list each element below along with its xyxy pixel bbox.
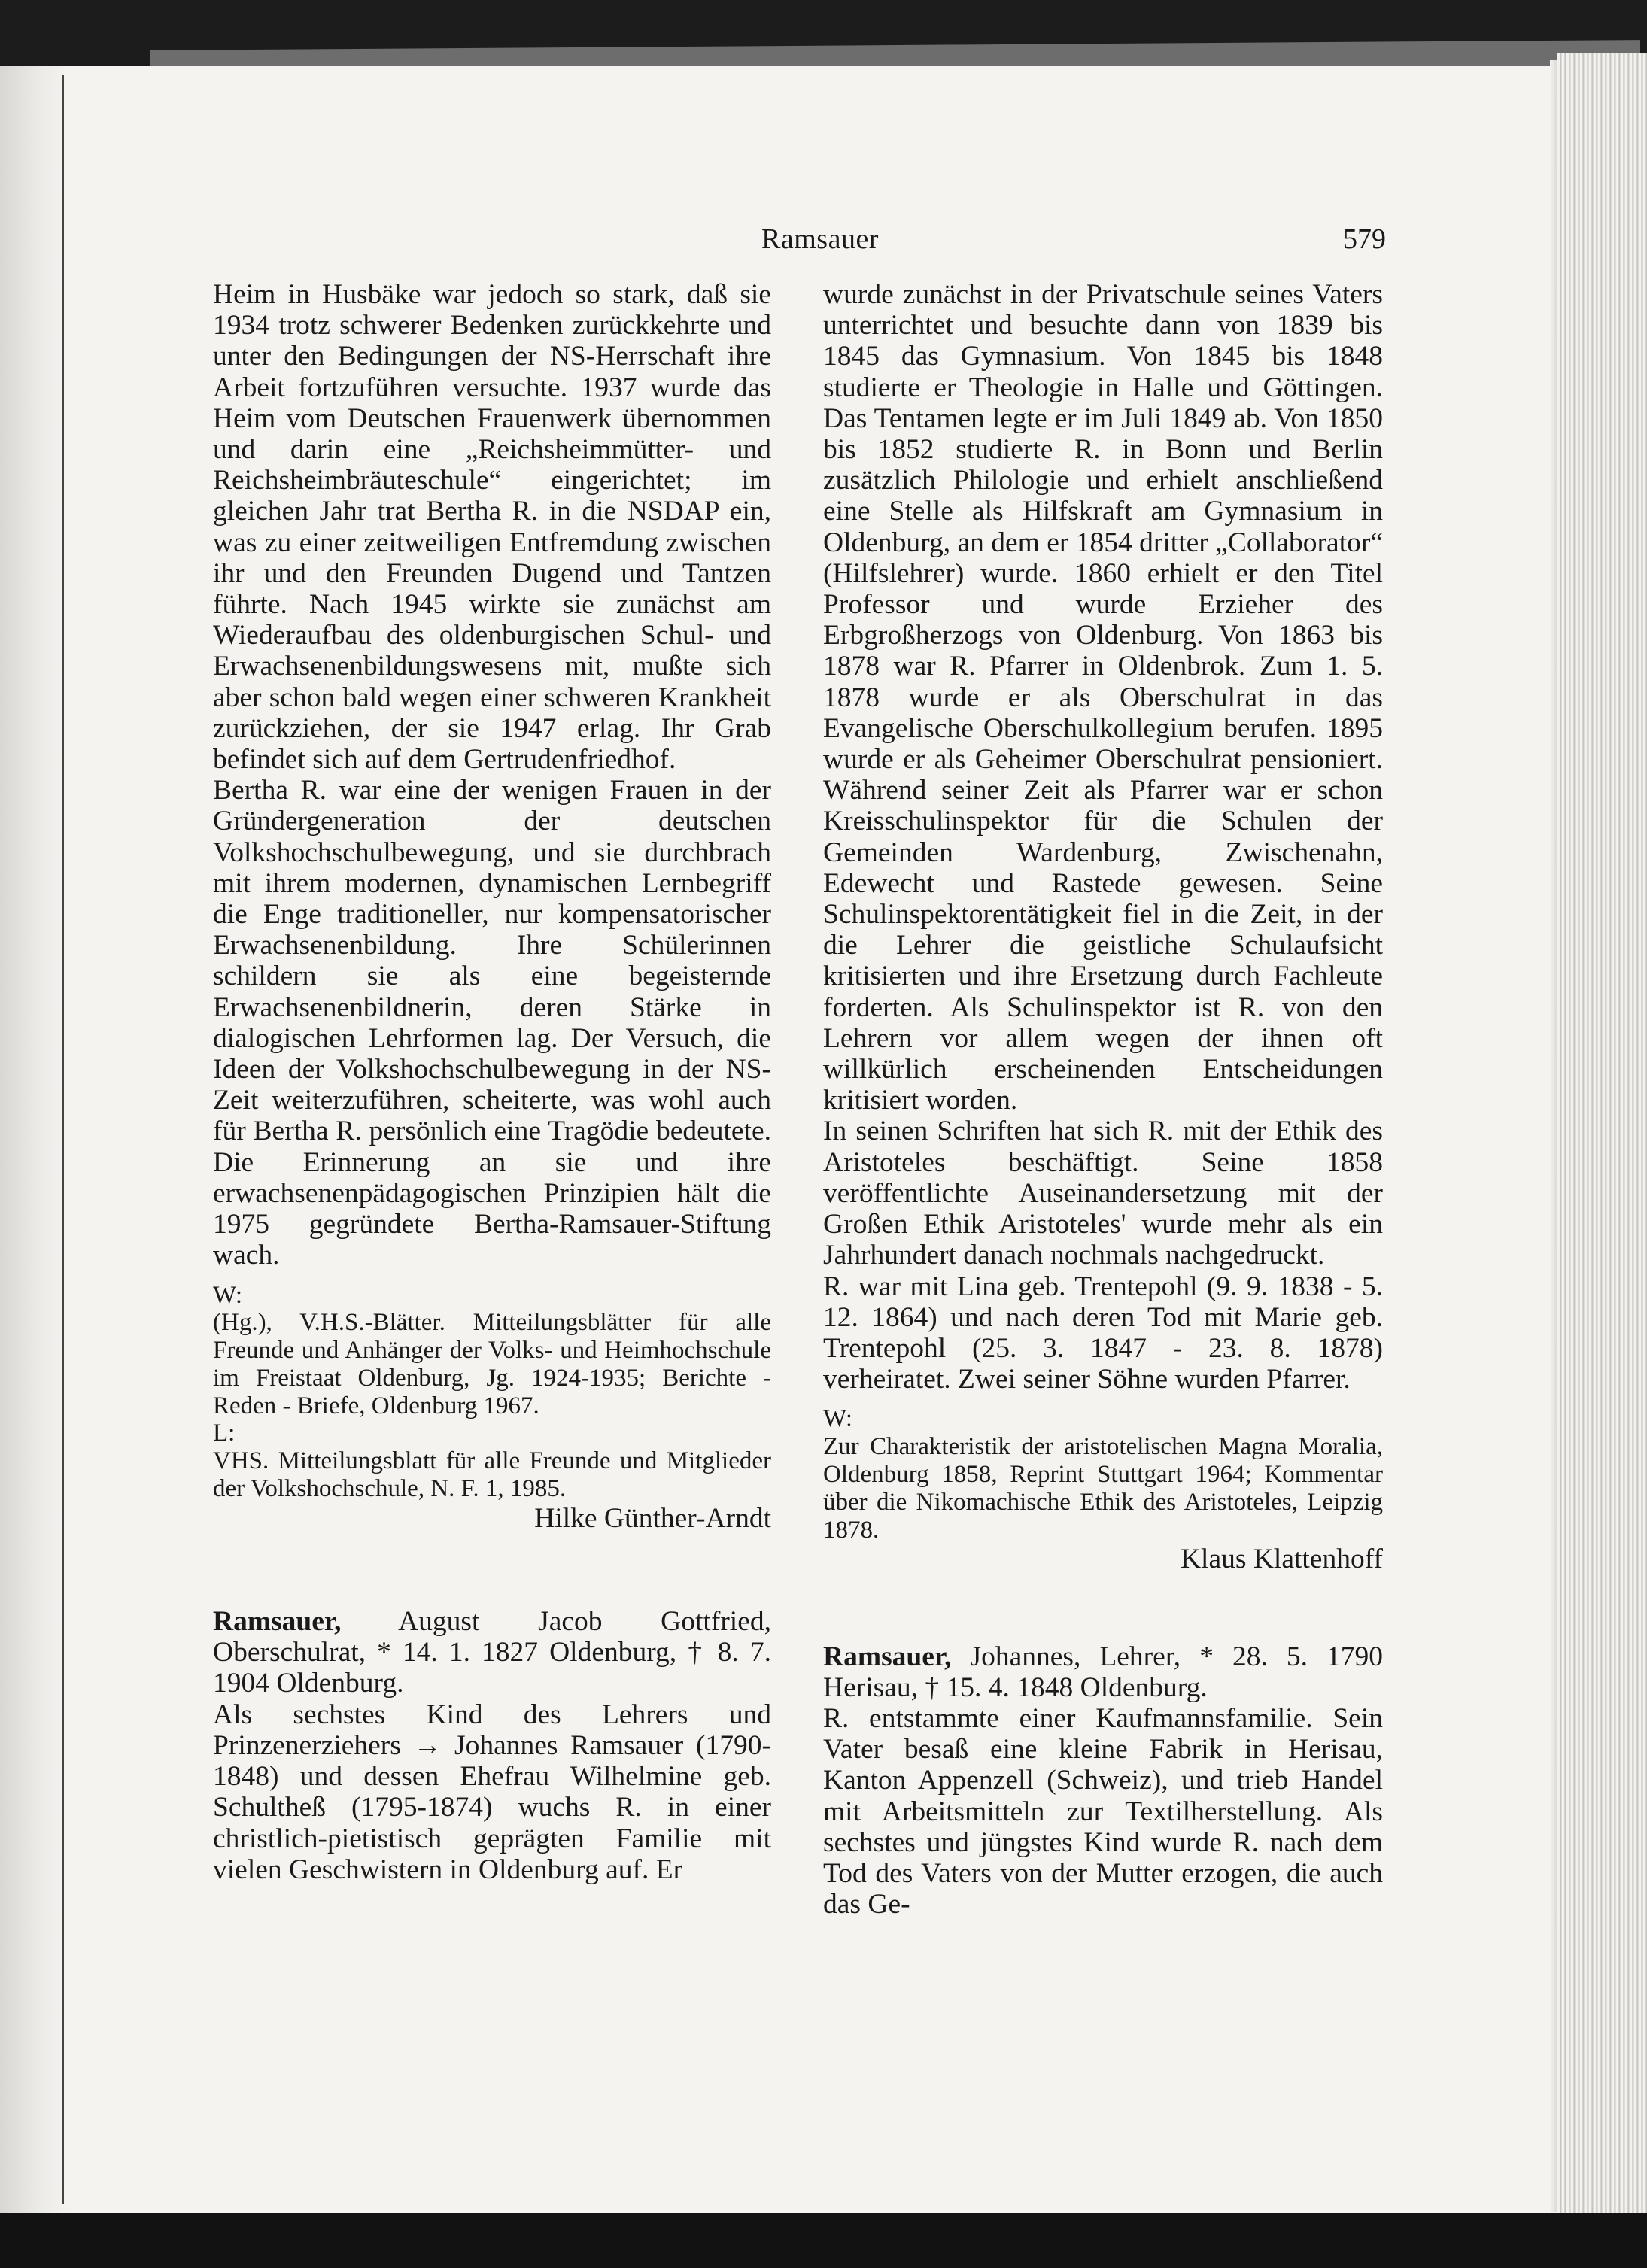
entry-text: Als sechstes Kind des Lehrers und Prinzenerziehers → Johannes Ramsauer (1790-1848) und dessen Ehefrau Wilhelmine geb. Schultheß (1795-1874) wuchs R. in einer christlich-pietistisch geprägten Familie mit vielen Geschwistern in Oldenburg auf. Er (213, 1699, 771, 1885)
scanner-bottom-band (0, 2213, 1647, 2268)
entry-name: Ramsauer, (823, 1641, 952, 1672)
entry-heading (213, 1606, 771, 1699)
left-paragraph-1: Heim in Husbäke war jedoch so stark, daß sie 1934 trotz schwerer Bedenken zurückkehrte und unter den Bedingungen der NS-Herrschaft ihre Arbeit fortzuführen versuchte. 1937 wurde das Heim vom Deutschen Frauenwerk übernommen und darin eine „Reichsheimmütter- und Reichsheimbräuteschule“ eingerichtet; im gleichen Jahr trat Bertha R. in die NSDAP ein, was zu einer zeitweiligen Entfremdung zwischen ihr und den Freunden Dugend und Tantzen führte. Nach 1945 wirkte sie zunächst am Wiederaufbau des oldenburgischen Schul- und Erwachsenenbildungswesens mit, mußte sich aber schon bald wegen einer schweren Krankheit zurückziehen, der sie 1947 erlag. Ihr Grab befindet sich auf dem Gertrudenfriedhof. (213, 279, 771, 776)
entry-spacer (823, 1575, 1383, 1641)
entry-spacer (213, 1534, 771, 1606)
entry-text: R. entstammte einer Kaufmannsfamilie. Sein Vater besaß eine kleine Fabrik in Herisau, Kanton Appenzell (Schweiz), und trieb Handel mit Arbeitsmitteln zur Textilherstellung. Als sechstes und jüngstes Kind wurde R. nach dem Tod des Vaters von der Mutter erzogen, die auch das Ge- (823, 1702, 1383, 1920)
works-text: (Hg.), V.H.S.-Blätter. Mitteilungsblätter für alle Freunde und Anhänger der Volks- und Heimhochschule im Freistaat Oldenburg, Jg. 1924-1935; Berichte - Reden - Briefe, Oldenburg 1967. (213, 1309, 771, 1419)
gutter-line (62, 75, 64, 2204)
article-author: Hilke Günther-Arndt (534, 1502, 771, 1534)
entry-details: Johannes, Lehrer, * 28. 5. 1790 Herisau, † 15. 4. 1848 Oldenburg. (823, 1641, 1383, 1703)
left-paragraph-2: Bertha R. war eine der wenigen Frauen in der Gründergeneration der deutschen Volkshochschulbewegung, und sie durchbrach mit ihrem modernen, dynamischen Lernbegriff die Enge traditioneller, nur kompensatorischer Erwachsenenbildung. Ihre Schülerinnen schildern sie als eine begeisternde Erwachsenenbildnerin, deren Stärke in dialogischen Lehrformen lag. Der Versuch, die Ideen der Volkshochschulbewegung in der NS-Zeit weiterzuführen, scheiterte, was wohl auch für Bertha R. persönlich eine Tragödie bedeutete. Die Erinnerung an sie und ihre erwachsenenpädagogischen Prinzipien hält die 1975 gegründete Bertha-Ramsauer-Stiftung wach. (213, 775, 771, 1271)
running-head: Ramsauer (761, 223, 879, 255)
works-label: W: (213, 1281, 243, 1309)
page-gutter (0, 66, 68, 2213)
works-label: W: (823, 1405, 853, 1433)
article-author: Klaus Klattenhoff (1180, 1544, 1383, 1575)
right-paragraph-2: In seinen Schriften hat sich R. mit der Ethik des Aristoteles beschäftigt. Seine 1858 veröffentlichte Auseinandersetzung mit der Großen Ethik Aristoteles' wurde mehr als ein Jahrhundert danach nochmals nachgedruckt. (823, 1116, 1383, 1271)
works-text: Zur Charakteristik der aristotelischen Magna Moralia, Oldenburg 1858, Reprint Stuttgart 1964; Kommentar über die Nikomachische Ethik des Aristoteles, Leipzig 1878. (823, 1433, 1383, 1544)
entry-heading (823, 1641, 1383, 1703)
page-edges-stack (1557, 53, 1647, 2213)
right-paragraph-3: R. war mit Lina geb. Trentepohl (9. 9. 1838 - 5. 12. 1864) und nach deren Tod mit Marie geb. Trentepohl (25. 3. 1847 - 23. 8. 1878) verheiratet. Zwei seiner Söhne wurden Pfarrer. (823, 1271, 1383, 1395)
page-number: 579 (1343, 223, 1386, 255)
right-paragraph-1: wurde zunächst in der Privatschule seines Vaters unterrichtet und besuchte dann von 1839 bis 1845 das Gymnasium. Von 1845 bis 1848 studierte er Theologie in Halle und Göttingen. Das Tentamen legte er im Juli 1849 ab. Von 1850 bis 1852 studierte R. in Bonn und Berlin zusätzlich Philologie und erhielt anschließend eine Stelle als Hilfskraft am Gymnasium in Oldenburg, an dem er 1854 dritter „Collaborator“ (Hilfslehrer) wurde. 1860 erhielt er den Titel Professor und wurde Erzieher des Erbgroßherzogs von Oldenburg. Von 1863 bis 1878 war R. Pfarrer in Oldenbrok. Zum 1. 5. 1878 wurde er als Oberschulrat in das Evangelische Oberschulkollegium berufen. 1895 wurde er als Geheimer Oberschulrat pensioniert. Während seiner Zeit als Pfarrer war er schon Kreisschulinspektor für die Schulen der Gemeinden Wardenburg, Zwischenahn, Edewecht und Rastede gewesen. Seine Schulinspektorentätigkeit fiel in die Zeit, in der die Lehrer die geistliche Schulaufsicht kritisierten und ihre Ersetzung durch Fachleute forderten. Als Schulinspektor ist R. von den Lehrern vor allem wegen der ihnen oft willkürlich erscheinenden Entscheidungen kritisiert worden. (823, 279, 1383, 1116)
right-column (823, 279, 1383, 1920)
left-column (213, 279, 771, 1885)
literature-text: VHS. Mitteilungsblatt für alle Freunde und Mitglieder der Volkshochschule, N. F. 1, 1985. (213, 1447, 771, 1503)
entry-details: August Jacob Gottfried, Oberschulrat, * 14. 1. 1827 Oldenburg, † 8. 7. 1904 Oldenburg. (213, 1606, 771, 1699)
entry-name: Ramsauer, (213, 1606, 342, 1638)
literature-label: L: (213, 1419, 236, 1447)
